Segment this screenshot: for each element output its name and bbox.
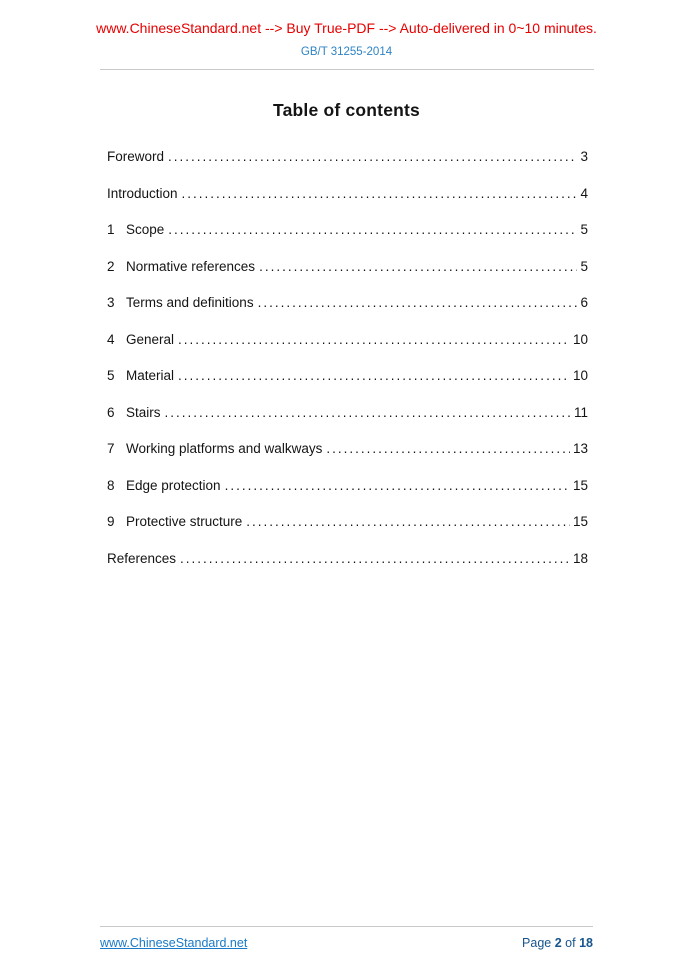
toc-entry (107, 514, 588, 530)
toc-entry-label: Foreword (107, 149, 165, 164)
dot-leader (182, 186, 578, 200)
header-banner: www.ChineseStandard.net --> Buy True-PDF --> Auto-delivered in 0~10 minutes. (96, 20, 597, 36)
page-indicator-of: of (565, 936, 576, 950)
toc-entry-page: 10 (572, 368, 588, 383)
toc-entry-page: 10 (572, 331, 588, 347)
dot-leader (225, 478, 570, 492)
toc-entry (107, 368, 588, 384)
toc-entry-label: Scope (126, 222, 165, 237)
toc-entry-label: Introduction (107, 185, 178, 201)
toc-entry-page: 4 (580, 185, 588, 201)
dot-leader (178, 332, 570, 346)
toc-entry-label: Normative references (126, 258, 256, 274)
dot-leader (178, 368, 570, 382)
dot-leader (180, 551, 570, 565)
toc-entry-page: 15 (572, 477, 588, 493)
toc-entry-label: Material (126, 368, 175, 383)
toc-entry-page: 11 (573, 404, 588, 420)
toc-entry-number: 3 (107, 295, 115, 310)
toc-entry-number: 8 (107, 477, 115, 493)
toc-entry (107, 441, 588, 457)
toc-entry (107, 222, 588, 238)
header-divider (100, 69, 594, 70)
toc-entry (107, 332, 588, 348)
page-footer (100, 926, 593, 950)
toc-entry (107, 551, 588, 567)
toc-entry (107, 149, 588, 165)
toc-entry-page: 5 (580, 258, 588, 274)
toc-entry-page: 6 (580, 295, 588, 310)
toc-entry (107, 186, 588, 202)
page-indicator-current: 2 (554, 936, 562, 950)
toc-entry-label: Working platforms and walkways (126, 441, 323, 456)
dot-leader (165, 405, 571, 419)
toc-entry-label: Protective structure (126, 514, 243, 529)
dot-leader (246, 514, 570, 528)
page-indicator-label: Page (522, 936, 552, 950)
standard-code: GB/T 31255-2014 (300, 46, 393, 58)
toc-entry-number: 5 (107, 368, 115, 383)
toc-entry-page: 5 (580, 222, 588, 237)
toc-entry (107, 259, 588, 275)
page-title: Table of contents (273, 100, 420, 120)
toc-entry-number: 6 (107, 404, 115, 420)
toc-entry-number: 2 (107, 258, 115, 274)
footer-link[interactable]: www.ChineseStandard.net (100, 936, 248, 950)
toc-entry-number: 7 (107, 441, 115, 456)
toc-entry-number: 4 (107, 331, 115, 347)
dot-leader (259, 259, 577, 273)
toc-entry-page: 13 (572, 441, 588, 456)
toc-entry-number: 1 (107, 222, 115, 237)
toc-entry (107, 405, 588, 421)
page-indicator (522, 936, 593, 950)
table-of-contents (107, 149, 588, 567)
toc-entry-page: 15 (572, 514, 588, 529)
toc-entry-number: 9 (107, 514, 115, 529)
toc-entry (107, 478, 588, 494)
dot-leader (168, 222, 577, 236)
page-indicator-total: 18 (579, 936, 593, 950)
dot-leader (326, 441, 570, 455)
toc-entry-page: 3 (580, 149, 588, 164)
toc-entry-label: Stairs (126, 404, 161, 420)
toc-entry-label: General (126, 331, 175, 347)
toc-entry (107, 295, 588, 311)
dot-leader (258, 295, 578, 309)
dot-leader (168, 149, 577, 163)
toc-entry-label: References (107, 550, 177, 566)
toc-entry-label: Edge protection (126, 477, 221, 493)
toc-entry-label: Terms and definitions (126, 295, 254, 310)
toc-entry-page: 18 (572, 550, 588, 566)
